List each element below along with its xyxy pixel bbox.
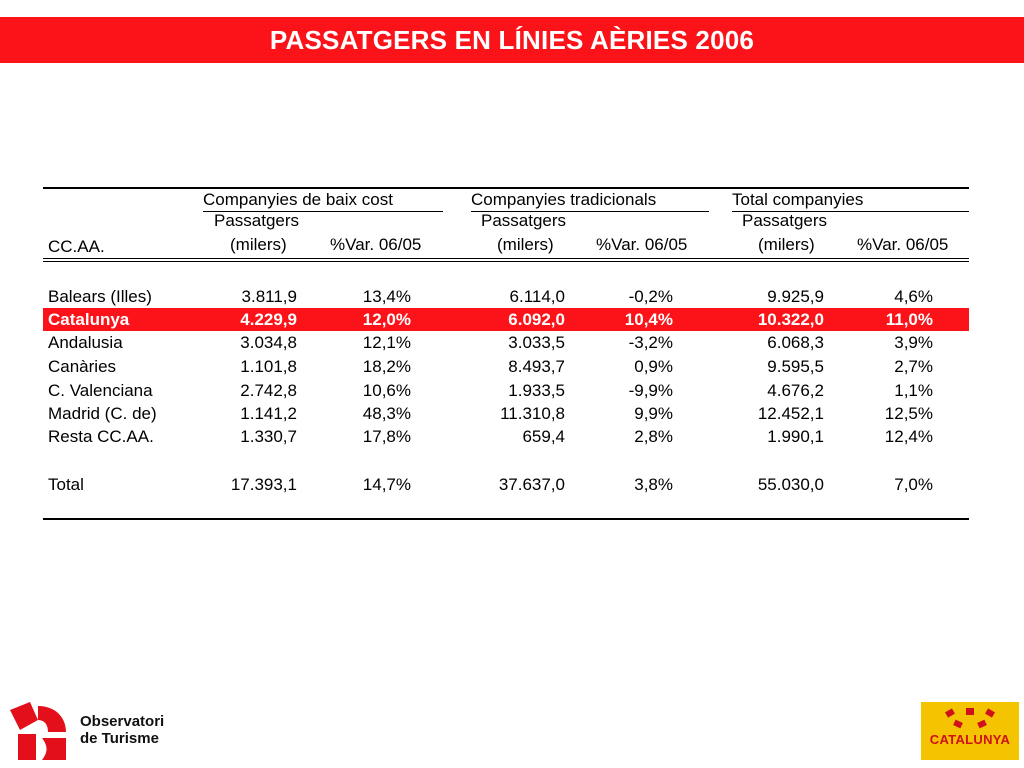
var-header-2: %Var. 06/05 <box>596 235 688 254</box>
cell-low-cost: 1.101,8 <box>240 357 297 376</box>
cell-region: Andalusia <box>48 333 123 352</box>
cell-low-cost: 1.141,2 <box>240 404 297 423</box>
cell-traditional: 6.092,0 <box>508 310 565 329</box>
cell-total: 9.595,5 <box>767 357 824 376</box>
cell-traditional: 8.493,7 <box>508 357 565 376</box>
cell-low-cost: 3.811,9 <box>241 287 297 306</box>
cell-region: Balears (Illes) <box>48 287 152 306</box>
cell-total-var: 4,6% <box>894 287 933 306</box>
cell-low-cost-var: 10,6% <box>362 381 411 400</box>
cell-total: 4.676,2 <box>767 381 824 400</box>
cell-traditional-var: 10,4% <box>624 310 673 329</box>
region-header: CC.AA. <box>48 237 105 256</box>
cell-low-cost-var: 18,2% <box>362 357 411 376</box>
cell-traditional-var: 9,9% <box>634 404 673 423</box>
cell-traditional-var: -0,2% <box>628 287 673 306</box>
table-total-row <box>43 473 969 496</box>
cell-traditional-var: -9,9% <box>628 381 673 400</box>
cell-low-cost-var: 13,4% <box>362 287 411 306</box>
cell-region: Canàries <box>48 357 117 376</box>
cell-total-var: 11,0% <box>885 310 933 329</box>
cell-total-var: 7,0% <box>894 475 933 494</box>
observatori-logo-icon <box>8 702 68 760</box>
cell-low-cost-var: 14,7% <box>362 475 411 494</box>
cell-low-cost: 3.034,8 <box>240 333 297 352</box>
group-header-low-cost: Companyies de baix cost <box>203 190 393 209</box>
cell-traditional: 3.033,5 <box>508 333 565 352</box>
cell-region: Resta CC.AA. <box>48 427 154 446</box>
page-title: PASSATGERS EN LÍNIES AÈRIES 2006 <box>269 24 755 55</box>
cell-total: 6.068,3 <box>767 333 824 352</box>
cell-total-var: 3,9% <box>894 333 933 352</box>
header-rule-2 <box>43 261 969 262</box>
cell-low-cost: 17.393,1 <box>230 475 297 494</box>
cell-low-cost: 2.742,8 <box>240 381 297 400</box>
table-row <box>43 379 969 402</box>
cell-region: C. Valenciana <box>48 381 153 400</box>
cell-low-cost: 1.330,7 <box>240 427 297 446</box>
sub-header-milers-1: (milers) <box>230 235 287 254</box>
cell-traditional: 659,4 <box>522 427 565 446</box>
sub-header-passatgers-1: Passatgers <box>214 211 300 230</box>
sub-header-milers-3: (milers) <box>758 235 815 254</box>
var-header-1: %Var. 06/05 <box>330 235 422 254</box>
catalunya-logo-text: CATALUNYA <box>929 732 1011 747</box>
cell-traditional-var: -3,2% <box>628 333 673 352</box>
sub-header-passatgers-3: Passatgers <box>742 211 828 230</box>
cell-traditional-var: 3,8% <box>634 475 673 494</box>
observatori-line-1: Observatori <box>80 713 165 730</box>
table-row <box>43 285 969 308</box>
table-row <box>43 425 969 448</box>
observatori-line-2: de Turisme <box>80 730 159 747</box>
cell-traditional: 1.933,5 <box>508 381 565 400</box>
cell-low-cost-var: 12,0% <box>362 310 411 329</box>
cell-traditional: 6.114,0 <box>509 287 565 306</box>
sub-header-passatgers-2: Passatgers <box>481 211 567 230</box>
cell-total-var: 12,5% <box>884 404 933 423</box>
cell-region: Madrid (C. de) <box>48 404 157 423</box>
header-rule-1 <box>43 258 969 259</box>
group-header-total: Total companyies <box>732 190 864 209</box>
cell-region: Total <box>48 475 84 494</box>
var-header-3: %Var. 06/05 <box>857 235 949 254</box>
cell-traditional: 11.310,8 <box>500 404 565 423</box>
cell-total: 10.322,0 <box>757 310 824 329</box>
cell-total-var: 1,1% <box>894 381 933 400</box>
table-bottom-rule <box>43 518 969 520</box>
cell-total: 1.990,1 <box>767 427 824 446</box>
sub-header-milers-2: (milers) <box>497 235 554 254</box>
cell-low-cost: 4.229,9 <box>240 310 297 329</box>
table-row-highlighted <box>43 308 969 331</box>
catalunya-mark-icon <box>940 708 1000 730</box>
cell-low-cost-var: 17,8% <box>362 427 411 446</box>
table-top-rule <box>43 187 969 189</box>
catalunya-logo <box>921 702 1019 760</box>
table-row <box>43 331 969 354</box>
table-row <box>43 355 969 378</box>
cell-low-cost-var: 48,3% <box>362 404 411 423</box>
cell-low-cost-var: 12,1% <box>362 333 411 352</box>
cell-total: 12.452,1 <box>757 404 824 423</box>
table-row <box>43 402 969 425</box>
cell-traditional-var: 2,8% <box>634 427 673 446</box>
cell-total-var: 2,7% <box>894 357 933 376</box>
cell-traditional: 37.637,0 <box>498 475 565 494</box>
cell-total: 9.925,9 <box>767 287 824 306</box>
cell-total-var: 12,4% <box>884 427 933 446</box>
group-header-traditional: Companyies tradicionals <box>471 190 657 209</box>
cell-total: 55.030,0 <box>757 475 824 494</box>
cell-region: Catalunya <box>48 310 130 329</box>
title-bar <box>0 17 1024 63</box>
cell-traditional-var: 0,9% <box>634 357 673 376</box>
observatori-logo-text <box>80 713 164 747</box>
